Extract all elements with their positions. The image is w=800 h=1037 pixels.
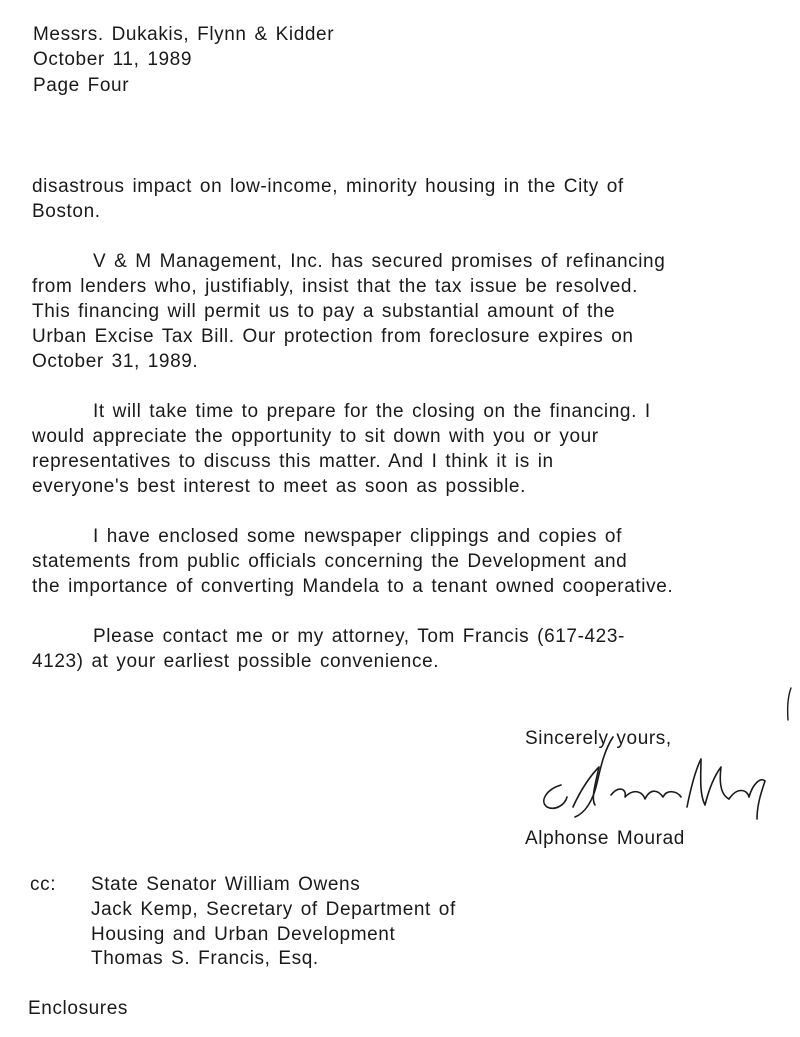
paragraph-4-line-1: I have enclosed some newspaper clippings and copies of [93, 526, 622, 547]
paragraph-1-line-2: Boston. [32, 201, 101, 222]
page-number: Page Four [33, 75, 130, 96]
paragraph-4-line-3: the importance of converting Mandela to a tenant owned cooperative. [32, 576, 674, 597]
paragraph-3-line-1: It will take time to prepare for the closing on the financing. I [93, 401, 651, 422]
paragraph-2-line-2: from lenders who, justifiably, insist that the tax issue be resolved. [32, 276, 638, 297]
paragraph-5-line-1: Please contact me or my attorney, Tom Francis (617-423- [93, 626, 625, 647]
cc-recipient: Housing and Urban Development [91, 924, 396, 945]
letter-date: October 11, 1989 [33, 49, 193, 70]
handwritten-signature [525, 735, 775, 830]
paragraph-2-line-1: V & M Management, Inc. has secured promises of refinancing [93, 251, 666, 272]
recipient-header: Messrs. Dukakis, Flynn & Kidder [33, 24, 335, 45]
cc-recipient: Thomas S. Francis, Esq. [91, 948, 319, 969]
cc-label: cc: [30, 874, 57, 895]
signer-name: Alphonse Mourad [525, 828, 685, 849]
paragraph-2-line-5: October 31, 1989. [32, 351, 199, 372]
paragraph-3-line-4: everyone's best interest to meet as soon as possible. [32, 476, 526, 497]
paragraph-1-line-1: disastrous impact on low-income, minority housing in the City of [32, 176, 624, 197]
enclosures-note: Enclosures [28, 998, 128, 1019]
paragraph-5-line-2: 4123) at your earliest possible convenience. [32, 651, 440, 672]
stray-pen-mark [783, 686, 797, 726]
cc-recipient: Jack Kemp, Secretary of Department of [91, 899, 456, 920]
cc-recipient: State Senator William Owens [91, 874, 361, 895]
closing-salutation: Sincerely yours, [525, 728, 672, 749]
paragraph-3-line-2: would appreciate the opportunity to sit down with you or your [32, 426, 599, 447]
paragraph-2-line-3: This financing will permit us to pay a substantial amount of the [32, 301, 616, 322]
paragraph-2-line-4: Urban Excise Tax Bill. Our protection from foreclosure expires on [32, 326, 634, 347]
paragraph-3-line-3: representatives to discuss this matter. And I think it is in [32, 451, 554, 472]
paragraph-4-line-2: statements from public officials concerning the Development and [32, 551, 628, 572]
